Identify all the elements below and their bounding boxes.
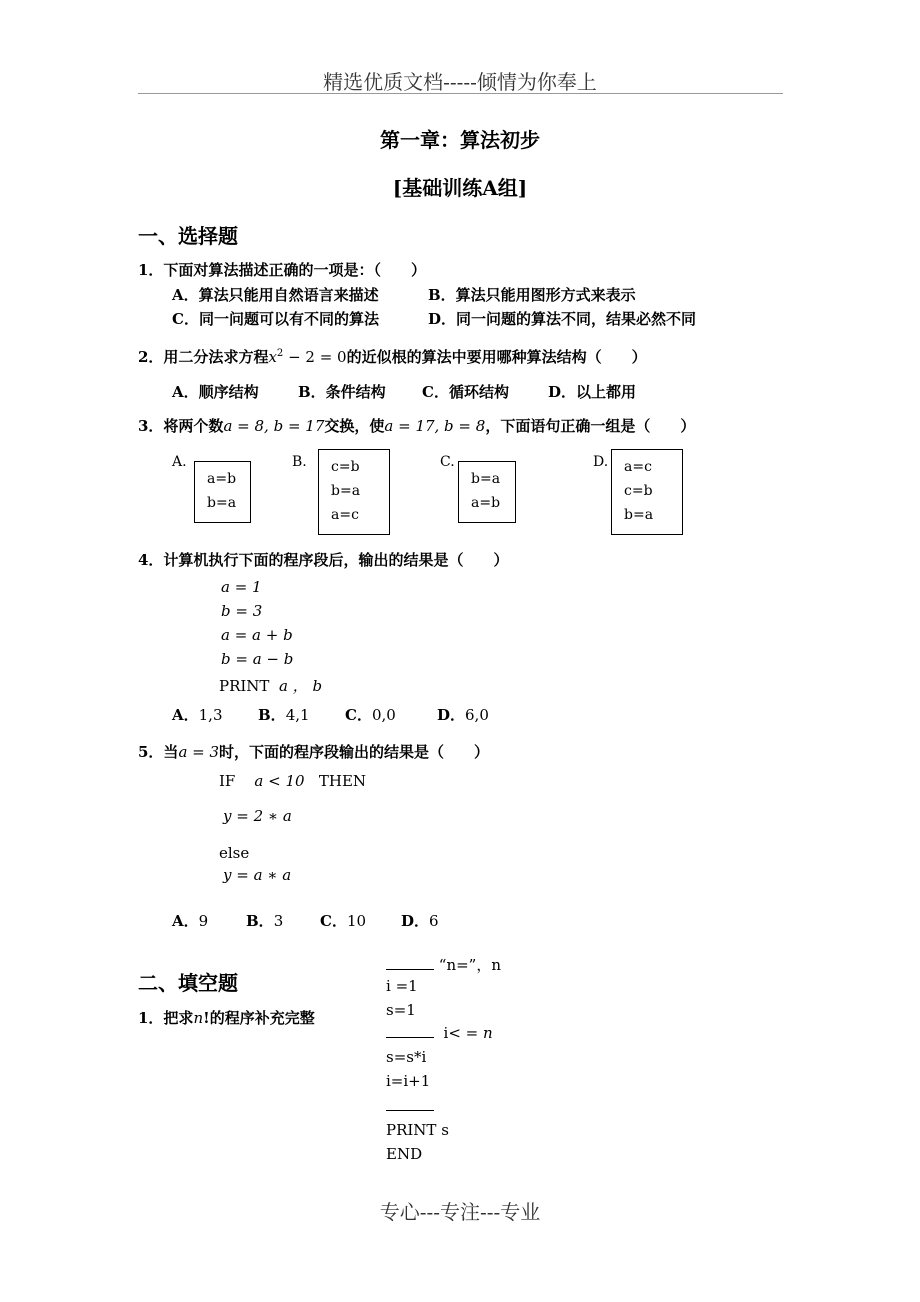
question-1-option-a: A．算法只能用自然语言来描述 [172, 286, 379, 304]
fill-question-1-stem [138, 1007, 315, 1028]
fill-code-line-6: i=i+1 [386, 1072, 431, 1090]
fill-blank-1[interactable] [386, 957, 434, 970]
q5-opt-b-value: 3 [273, 912, 284, 930]
print-keyword: PRINT [219, 677, 270, 695]
question-3-label-d: D. [593, 454, 609, 470]
q5-opt-d-value: 6 [429, 912, 439, 930]
box-d-line-2: c=b [624, 483, 653, 499]
box-b-line-1: c=b [331, 459, 360, 475]
if-keyword: IF [219, 772, 236, 790]
page-footer: 专心---专注---专业 [379, 1200, 541, 1224]
q5-opt-a-value: 9 [198, 912, 209, 930]
question-5-stem-pre: 5．当 [138, 743, 179, 761]
q4-opt-b-label: B． [258, 706, 286, 724]
question-2-stem [138, 346, 647, 367]
equation-exponent: 2 [276, 348, 284, 359]
q5-opt-d-label: D． [401, 912, 430, 930]
q5-opt-c-label: C． [320, 912, 347, 930]
fill-code-line-1 [386, 954, 501, 975]
question-5-math: a = 3 [178, 743, 220, 761]
box-c-line-2: a=b [471, 495, 501, 511]
question-3-box-c [458, 461, 516, 523]
question-2-option-c: C．循环结构 [422, 383, 509, 401]
q4-opt-a-label: A． [172, 706, 199, 724]
question-3-stem-post: ，下面语句正确一组是（ ） [485, 417, 696, 435]
box-b-line-3: a=c [331, 507, 359, 523]
box-d-line-3: b=a [624, 507, 654, 523]
fill-code-line-9: END [386, 1145, 423, 1163]
question-4-code-line-2: b = 3 [221, 602, 263, 620]
question-4-option-d [437, 704, 489, 725]
page-header: 精选优质文档-----倾情为你奉上 [323, 70, 597, 94]
fill-code-line-3: s=1 [386, 1001, 416, 1019]
question-5-code-line-2: y = a ∗ a [223, 866, 292, 884]
then-keyword: THEN [318, 772, 367, 790]
question-3-box-a [194, 461, 251, 523]
if-condition: a < 10 [254, 772, 305, 790]
question-1-option-b: B．算法只能用图形方式来表示 [428, 286, 636, 304]
fill-code-line-4 [386, 1024, 493, 1042]
box-c-line-1: b=a [471, 471, 501, 487]
question-1-option-c: C．同一问题可以有不同的算法 [172, 310, 379, 328]
box-b-line-2: b=a [331, 483, 361, 499]
question-4-option-a [172, 704, 223, 725]
question-3-stem [138, 415, 695, 436]
box-a-line-1: a=b [207, 471, 237, 487]
q5-opt-b-label: B． [246, 912, 274, 930]
question-3-label-c: C. [440, 454, 455, 470]
question-5-option-b [246, 910, 283, 931]
q4-opt-a-value: 1,3 [198, 706, 223, 724]
q4-opt-c-value: 0,0 [371, 706, 396, 724]
question-3-math-1: a = 8, b = 17 [223, 417, 325, 435]
question-5-stem [138, 741, 489, 762]
box-a-line-2: b=a [207, 495, 237, 511]
equation-base: x [268, 348, 277, 366]
question-5-else-line: else [219, 844, 250, 862]
print-args: a ， b [279, 677, 323, 695]
question-2-option-b: B．条件结构 [298, 383, 386, 401]
question-5-option-a [172, 910, 208, 931]
fill-blank-3[interactable] [386, 1098, 434, 1111]
question-5-code-line-1: y = 2 ∗ a [223, 807, 292, 825]
q4-opt-c-label: C． [345, 706, 372, 724]
section-heading-fill: 二、填空题 [138, 971, 238, 995]
question-4-option-b [258, 704, 310, 725]
section-heading-choice: 一、选择题 [138, 224, 238, 248]
question-3-math-2: a = 17, b = 8 [384, 417, 486, 435]
chapter-title: 第一章：算法初步 [380, 128, 540, 152]
question-4-option-c [345, 704, 396, 725]
question-5-option-c [320, 910, 366, 931]
question-1-stem: 1．下面对算法描述正确的一项是：（ ） [138, 261, 426, 279]
question-4-stem: 4．计算机执行下面的程序段后，输出的结果是（ ） [138, 551, 509, 569]
fill-code-line-4-text: i< = [443, 1024, 479, 1042]
fill-code-line-8: PRINT s [386, 1121, 449, 1139]
q5-opt-c-value: 10 [346, 912, 367, 930]
question-2-stem-post: 的近似根的算法中要用哪种算法结构（ ） [346, 348, 647, 366]
fill-1-math: n [193, 1009, 204, 1027]
fill-code-line-4-var: n [483, 1024, 493, 1042]
question-5-stem-post: 时，下面的程序段输出的结果是（ ） [219, 743, 490, 761]
question-2-stem-pre: 2．用二分法求方程 [138, 348, 269, 366]
fill-code-line-1-text: “n=”，n [438, 956, 502, 974]
fill-1-post: !的程序补充完整 [203, 1009, 315, 1027]
question-2-option-a: A．顺序结构 [172, 383, 259, 401]
q4-opt-b-value: 4,1 [285, 706, 310, 724]
question-4-code-line-4: b = a − b [221, 650, 294, 668]
question-3-stem-mid: 交换，使 [324, 417, 385, 435]
question-3-box-b [318, 449, 390, 535]
question-2-equation [268, 348, 346, 366]
fill-blank-2[interactable] [386, 1025, 434, 1038]
q4-opt-d-value: 6,0 [465, 706, 489, 724]
chapter-subtitle: [基础训练A组] [392, 176, 528, 200]
question-5-option-d [401, 910, 439, 931]
box-d-line-1: a=c [624, 459, 652, 475]
question-2-option-d: D．以上都用 [548, 383, 637, 401]
fill-1-pre: 1．把求 [138, 1009, 194, 1027]
question-3-label-b: B. [292, 454, 307, 470]
q4-opt-d-label: D． [437, 706, 466, 724]
equation-rest: − 2 = 0 [283, 348, 347, 366]
question-4-print-line [219, 675, 322, 696]
question-4-code-line-3: a = a + b [221, 626, 293, 644]
question-5-if-line [219, 772, 366, 790]
q5-opt-a-label: A． [172, 912, 199, 930]
question-3-label-a: A. [172, 454, 187, 470]
fill-code-line-2: i =1 [386, 977, 418, 995]
question-3-box-d [611, 449, 683, 535]
fill-code-line-5: s=s*i [386, 1048, 427, 1066]
header-divider [138, 93, 783, 94]
question-4-code-line-1: a = 1 [221, 578, 262, 596]
fill-code-line-7 [386, 1097, 434, 1115]
question-3-stem-pre: 3．将两个数 [138, 417, 224, 435]
question-1-option-d: D．同一问题的算法不同，结果必然不同 [428, 310, 697, 328]
